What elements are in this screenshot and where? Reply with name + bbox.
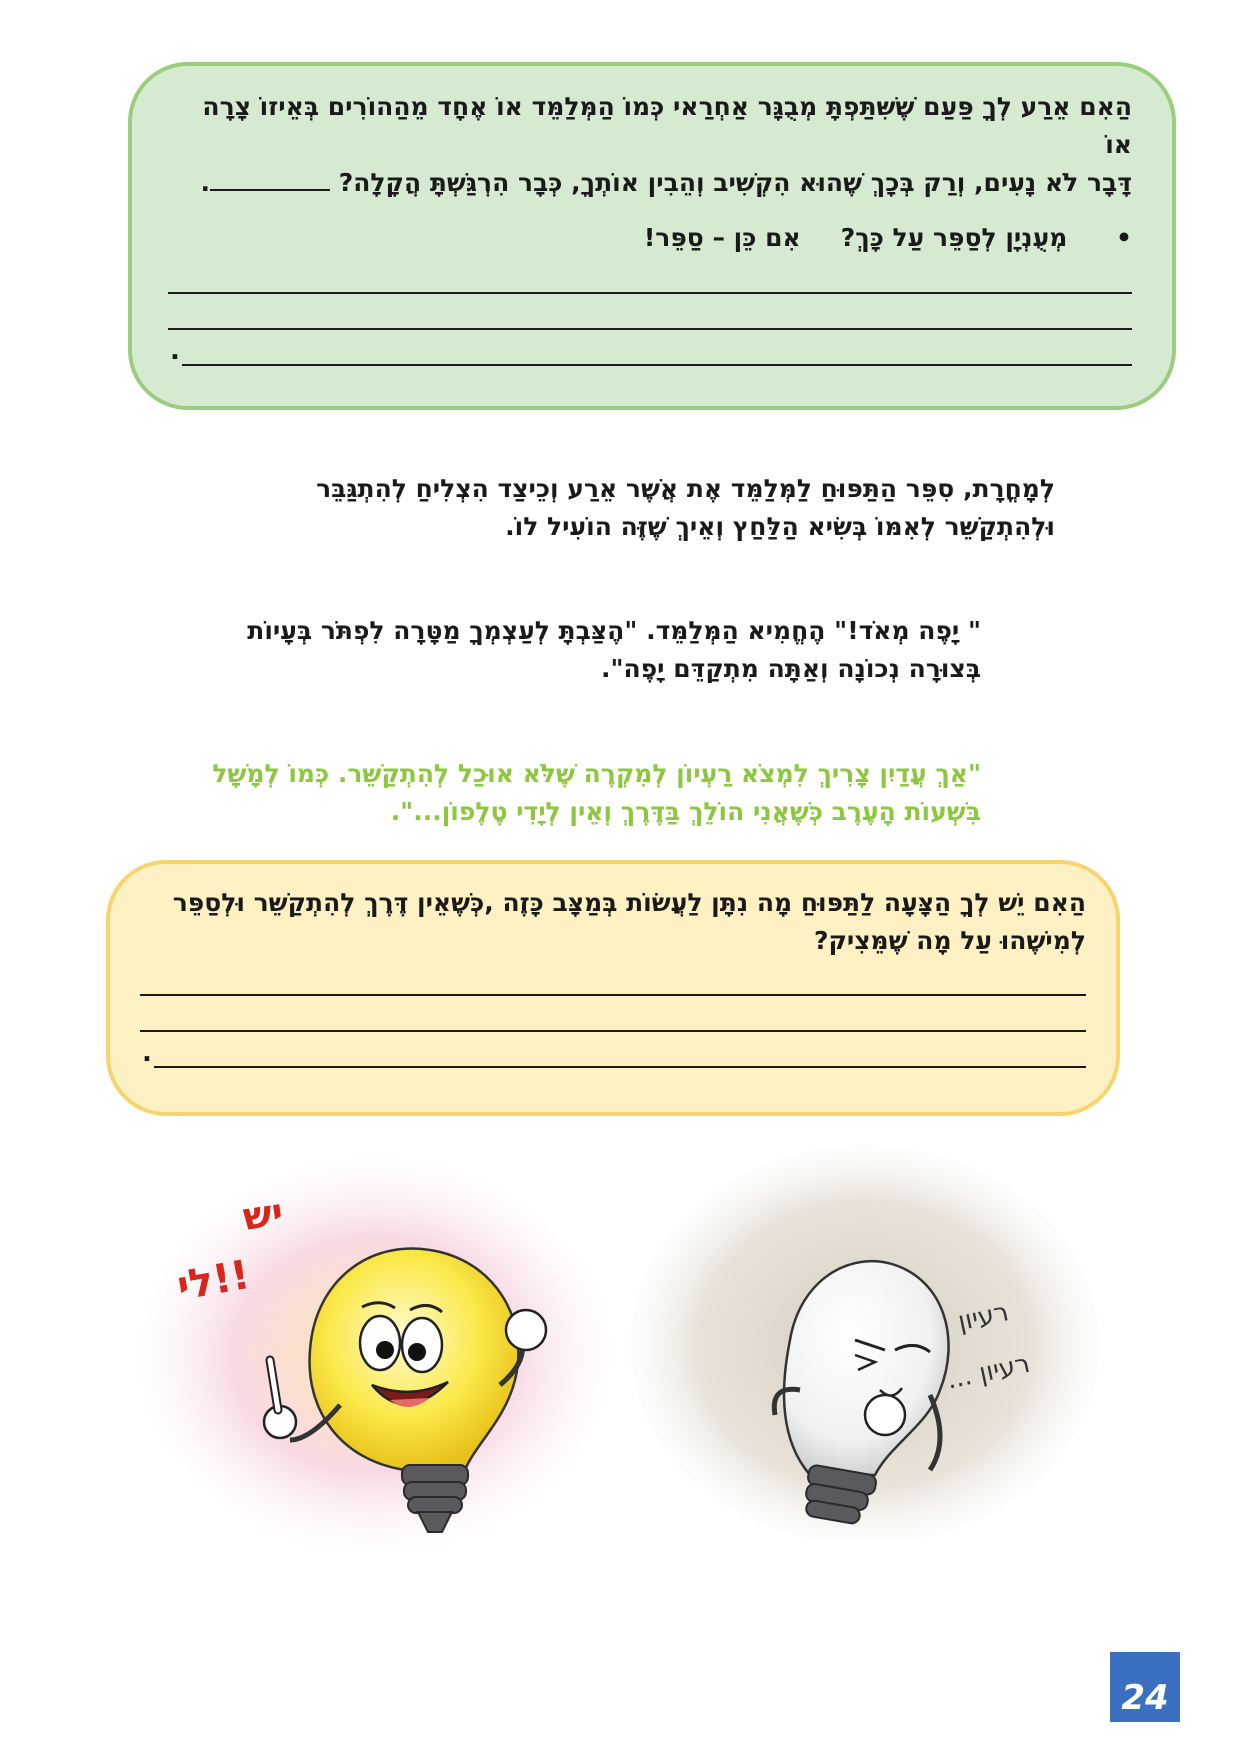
bullet-text-a: מְעֻנְיָן לְסַפֵּר עַל כָּךְ? <box>840 223 1068 252</box>
yellow-answer-line-2[interactable] <box>140 1030 1086 1032</box>
green-question-line-1: הַאִם אֵרַע לְךָ פַּעַם שֶׁשִּׁתַּפְתָּ מְבֻגָּר אַחְרַאי כְּמוֹ הַמְּלַמֵּד אוֹ אֶחָד מֵהַהוֹרִים בְּאֵיזוֹ צָרָה אוֹ <box>202 92 1132 159</box>
story-paragraph-3-line-1: "אַךְ עֲדַיִן צָרִיךְ לִמְצֹא רַעְיוֹן לְמִקְרֶה שֶׁלֹּא אוּכַל לְהִתְקַשֵּׁר. כְּמוֹ לְמָשָׁל <box>212 759 981 788</box>
bullet-icon: • <box>1116 223 1132 252</box>
green-question-line-2 <box>168 164 1132 202</box>
yellow-answer-line-3[interactable] <box>154 1066 1086 1068</box>
bullet-text-b: אִם כֵּן – סַפֵּר! <box>643 223 801 252</box>
story-paragraph-2 <box>181 612 981 688</box>
story-paragraph-3-line-2: בִּשְׁעוֹת הָעֶרֶב כְּשֶׁאֲנִי הוֹלֵךְ בַּדֶּרֶךְ וְאֵין לְיָדִי טֶלֶפוֹן...". <box>390 797 981 826</box>
answer-line-1[interactable] <box>168 292 1132 294</box>
illustration-text-yesh: יש <box>240 1189 286 1239</box>
happy-lightbulb-illustration <box>140 1160 610 1550</box>
yellow-answer-line-1[interactable] <box>140 994 1086 996</box>
answer-blank[interactable] <box>210 167 330 191</box>
story-paragraph-1-line-1: לְמָחֳרָת, סִפֵּר הַתַּפּוּחַ לַמְּלַמֵּד אֶת אֲשֶׁר אֵרַע וְכֵיצַד הִצְלִיחַ לְהִתְגַּבֵּר <box>316 474 1055 503</box>
story-paragraph-3-green-quote <box>161 755 981 831</box>
question-end-dot: . <box>200 168 211 197</box>
page-number-badge: 24 <box>1110 1652 1180 1722</box>
illustration-text-raayon-1: רעיון <box>955 1297 1012 1338</box>
thinking-lightbulb-illustration <box>630 1140 1100 1540</box>
story-paragraph-1-line-2: וּלְהִתְקַשֵּׁר לְאִמּוֹ בְּשִׂיא הַלַּחַץ וְאֵיךְ שֶׁזֶּה הוֹעִיל לוֹ. <box>505 512 1055 541</box>
yellow-question-line-2: לְמִישֶׁהוּ עַל מָה שֶׁמֵּצִיק? <box>813 926 1086 955</box>
bullet-prompt <box>168 218 1132 258</box>
illustration-text-raayon-2: רעיון ... <box>944 1348 1033 1396</box>
answer-line-3[interactable] <box>182 364 1132 366</box>
yellow-question-box <box>106 860 1120 1116</box>
illustration-text-li: לי!! <box>173 1251 254 1310</box>
green-question-text: דָּבָר לֹא נָעִים, וְרַק בְּכָךְ שֶׁהוּא הִקְשִׁיב וְהֵבִין אוֹתְךָ, כְּבָר הִרְגַּשְׁתָּ הֲקָלָה? <box>338 168 1132 197</box>
green-question-box <box>128 62 1176 410</box>
answer-line-2[interactable] <box>168 328 1132 330</box>
story-paragraph-2-line-1: " יָפֶה מְאֹד!" הֶחֱמִיא הַמְּלַמֵּד. "הֶצַּבְתָּ לְעַצְמְךָ מַטָּרָה לִפְתֹּר בְּעָיוֹת <box>247 616 981 645</box>
story-paragraph-1 <box>255 470 1055 546</box>
story-paragraph-2-line-2: בְּצוּרָה נְכוֹנָה וְאַתָּה מִתְקַדֵּם יָפֶה". <box>601 654 981 683</box>
yellow-question-line-1: הַאִם יֵשׁ לְךָ הַצָּעָה לַתַּפּוּחַ מָה נִתָּן לַעֲשׂוֹת בְּמַצָּב כָּזֶה ,כְּשֶׁאֵין דֶּרֶךְ לְהִתְקַשֵּׁר וּלְסַפֵּר <box>172 888 1086 917</box>
